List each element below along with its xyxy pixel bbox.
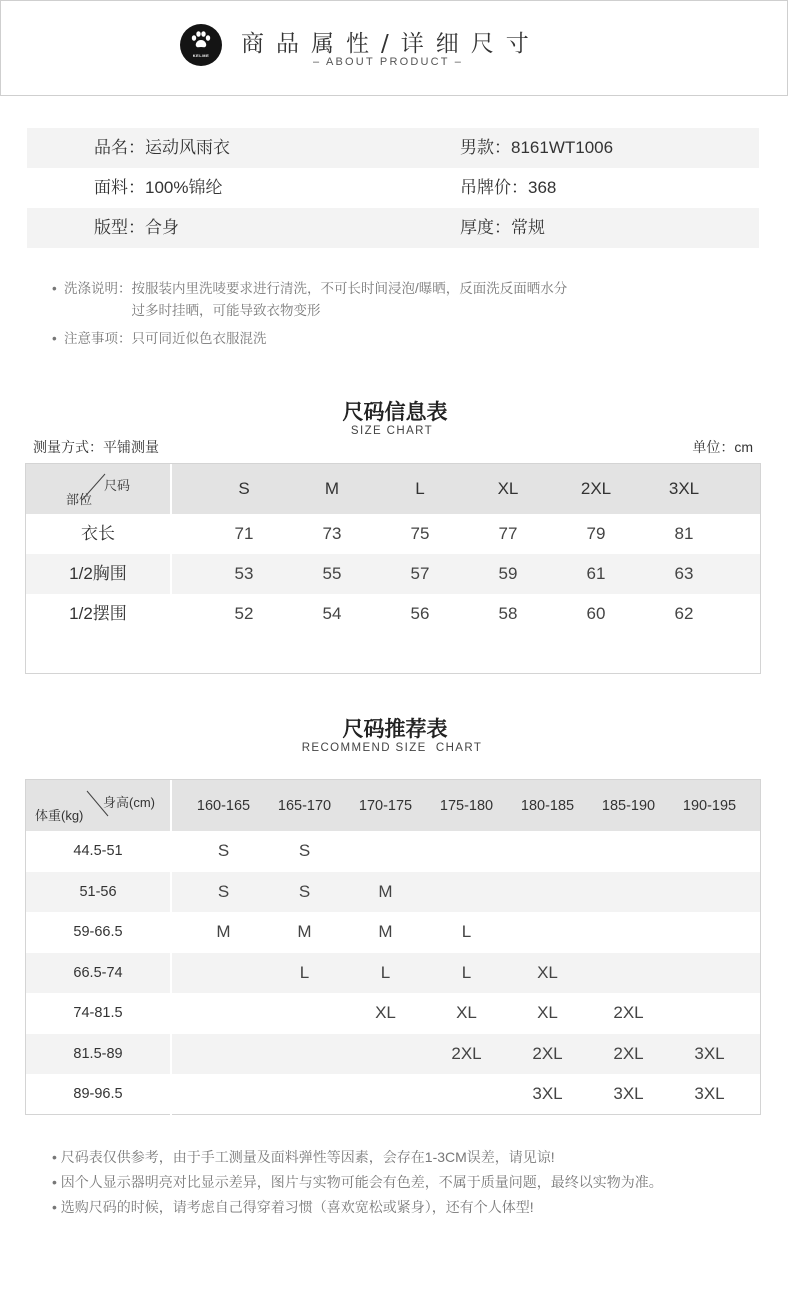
disclaimer-text: 选购尺码的时候，请考虑自己得穿着习惯（喜欢宽松或紧身），还有个人体型!	[60, 1199, 534, 1215]
attribute-cell	[27, 208, 394, 248]
attribute-value: 运动风雨衣	[145, 138, 230, 157]
recommend-cell: L	[461, 962, 472, 982]
care-note	[52, 278, 577, 322]
bullet-icon: •	[52, 331, 57, 346]
recommend-cell: 2XL	[451, 1043, 482, 1063]
table-cell: 73	[322, 524, 342, 543]
part-cell: 衣长	[26, 514, 172, 554]
table-cell: 62	[674, 604, 694, 623]
note-label: 注意事项：	[64, 331, 132, 346]
table-row	[26, 872, 760, 913]
part-cell: 1/2摆围	[26, 594, 172, 634]
table-cell: 52	[234, 604, 254, 623]
recommend-cell: S	[298, 841, 311, 861]
recommend-cell: XL	[375, 1003, 396, 1023]
weight-cell: 66.5-74	[26, 953, 172, 994]
size-chart-table	[25, 463, 761, 674]
attribute-row	[27, 208, 759, 248]
height-header-cell: 185-190	[601, 797, 656, 814]
disclaimer-text: 尺码表仅供参考，由于手工测量及面料弹性等因素，会存在1-3CM误差，请见谅!	[60, 1149, 555, 1165]
weight-cell: 89-96.5	[26, 1074, 172, 1115]
table-row	[26, 1074, 760, 1115]
weight-cell: 81.5-89	[26, 1034, 172, 1075]
measure-method: 测量方式：平铺测量	[33, 439, 159, 455]
attribute-value: 100%锦纶	[145, 178, 223, 197]
recommend-cell: S	[217, 841, 230, 861]
recommend-cell: 3XL	[694, 1084, 725, 1104]
weight-cell: 44.5-51	[26, 831, 172, 872]
attribute-cell	[394, 208, 759, 248]
table-corner-cell	[26, 780, 172, 831]
recommend-cell: XL	[537, 1003, 558, 1023]
recommend-chart-title: 尺码推荐表	[342, 717, 448, 741]
size-rows	[26, 514, 760, 634]
header-banner	[0, 0, 788, 96]
recommend-chart-subtitle: RECOMMEND SIZE CHART	[301, 742, 483, 754]
height-header-cell: 190-195	[682, 797, 737, 814]
disclaimer-item	[52, 1145, 663, 1170]
attribute-value: 常规	[511, 218, 545, 237]
weight-cell: 74-81.5	[26, 993, 172, 1034]
attribute-label: 面料：	[94, 178, 145, 197]
table-cell: 61	[586, 564, 606, 583]
table-row	[26, 1034, 760, 1075]
attribute-row	[27, 128, 759, 168]
table-cell: 55	[322, 564, 342, 583]
table-row	[26, 514, 760, 554]
disclaimer-item	[52, 1195, 663, 1220]
recommend-cell: M	[378, 922, 393, 942]
attribute-value: 8161WT1006	[511, 138, 614, 157]
table-cell: 77	[498, 524, 518, 543]
height-header-cell: 165-170	[277, 797, 332, 814]
disclaimer-text: 因个人显示器明亮对比显示差异，图片与实物可能会有色差，不属于质量问题，最终以实物为准。	[60, 1174, 663, 1190]
recommend-rows	[26, 831, 760, 1115]
table-cell: 54	[322, 604, 342, 623]
size-header-cell: L	[415, 479, 425, 498]
size-chart-title: 尺码信息表	[342, 400, 448, 424]
recommend-cell: 3XL	[694, 1043, 725, 1063]
note-value: 按服装内里洗唛要求进行清洗，不可长时间浸泡/曝晒，反面洗反面晒水分过多时挂晒，可能导致衣物变形	[131, 281, 568, 318]
recommend-cell: 3XL	[532, 1084, 563, 1104]
table-cell: 58	[498, 604, 518, 623]
table-cell: 71	[234, 524, 254, 543]
table-row	[26, 993, 760, 1034]
logo-wordmark: KELME	[192, 53, 210, 58]
disclaimer-item	[52, 1170, 663, 1195]
table-row	[26, 554, 760, 594]
size-header-cells	[172, 479, 728, 499]
page-title: 商品属性/详细尺寸	[241, 31, 541, 57]
care-note	[52, 328, 577, 350]
attribute-value: 合身	[145, 218, 179, 237]
height-header-cell: 180-185	[520, 797, 575, 814]
attribute-cell	[394, 168, 759, 208]
attribute-label: 吊牌价：	[460, 178, 528, 197]
note-label: 洗涤说明：	[64, 281, 132, 296]
recommend-cell: S	[298, 881, 311, 901]
table-row	[26, 912, 760, 953]
care-notes	[52, 278, 577, 356]
size-chart-subtitle: SIZE CHART	[350, 425, 434, 437]
table-header-row	[26, 464, 760, 514]
corner-bottom-label: 体重(kg)	[35, 808, 84, 823]
corner-bottom-label: 部位	[66, 492, 93, 507]
bullet-icon: •	[52, 1149, 61, 1165]
corner-top-label: 尺码	[104, 478, 131, 493]
height-header-cell: 170-175	[358, 797, 413, 814]
table-header-row	[26, 780, 760, 831]
bullet-icon: •	[52, 1174, 61, 1190]
recommend-cell: L	[380, 962, 391, 982]
paw-icon	[190, 31, 212, 51]
table-cell: 79	[586, 524, 606, 543]
size-header-cell: 3XL	[668, 479, 700, 498]
part-cell: 1/2胸围	[26, 554, 172, 594]
table-cell: 75	[410, 524, 430, 543]
bullet-icon: •	[52, 1199, 61, 1215]
page-subtitle: – ABOUT PRODUCT –	[313, 56, 464, 68]
attribute-label: 品名：	[94, 138, 145, 157]
disclaimer-notes	[52, 1145, 663, 1220]
recommend-cell: 2XL	[613, 1003, 644, 1023]
recommend-chart-table	[25, 779, 761, 1115]
bullet-icon: •	[52, 281, 57, 296]
table-cell: 53	[234, 564, 254, 583]
recommend-cell: 3XL	[613, 1084, 644, 1104]
recommend-cell: M	[378, 881, 393, 901]
height-header-cells	[172, 798, 750, 814]
recommend-cell: 2XL	[613, 1043, 644, 1063]
table-row	[26, 953, 760, 994]
weight-cell: 59-66.5	[26, 912, 172, 953]
size-header-cell: XL	[497, 479, 519, 498]
table-corner-cell	[26, 464, 172, 514]
recommend-cell: 2XL	[532, 1043, 563, 1063]
attribute-label: 厚度：	[460, 218, 511, 237]
recommend-cell: L	[299, 962, 310, 982]
corner-top-label: 身高(cm)	[103, 795, 155, 810]
weight-cell: 51-56	[26, 872, 172, 913]
height-header-cell: 175-180	[439, 797, 494, 814]
table-cell: 57	[410, 564, 430, 583]
table-cell: 59	[498, 564, 518, 583]
attribute-label: 男款：	[460, 138, 511, 157]
size-header-cell: S	[238, 479, 250, 498]
attribute-cell	[27, 128, 394, 168]
height-header-cell: 160-165	[196, 797, 251, 814]
table-cell: 63	[674, 564, 694, 583]
table-row	[26, 594, 760, 634]
recommend-cell: XL	[537, 962, 558, 982]
diagonal-divider	[26, 464, 172, 514]
attribute-cell	[27, 168, 394, 208]
table-cell: 56	[410, 604, 430, 623]
attribute-row	[27, 168, 759, 208]
table-row	[26, 831, 760, 872]
table-cell: 81	[674, 524, 694, 543]
recommend-cell: L	[461, 922, 472, 942]
recommend-cell: XL	[456, 1003, 477, 1023]
recommend-cell: M	[216, 922, 231, 942]
table-cell: 60	[586, 604, 606, 623]
brand-logo	[180, 24, 222, 66]
recommend-cell: S	[217, 881, 230, 901]
product-attributes-table	[27, 128, 759, 248]
attribute-label: 版型：	[94, 218, 145, 237]
unit-label: 单位：cm	[692, 439, 753, 455]
attribute-cell	[394, 128, 759, 168]
size-header-cell: 2XL	[580, 479, 612, 498]
attribute-value: 368	[528, 178, 557, 197]
recommend-cell: M	[297, 922, 312, 942]
size-header-cell: M	[324, 479, 340, 498]
note-value: 只可同近似色衣服混洗	[131, 331, 267, 346]
